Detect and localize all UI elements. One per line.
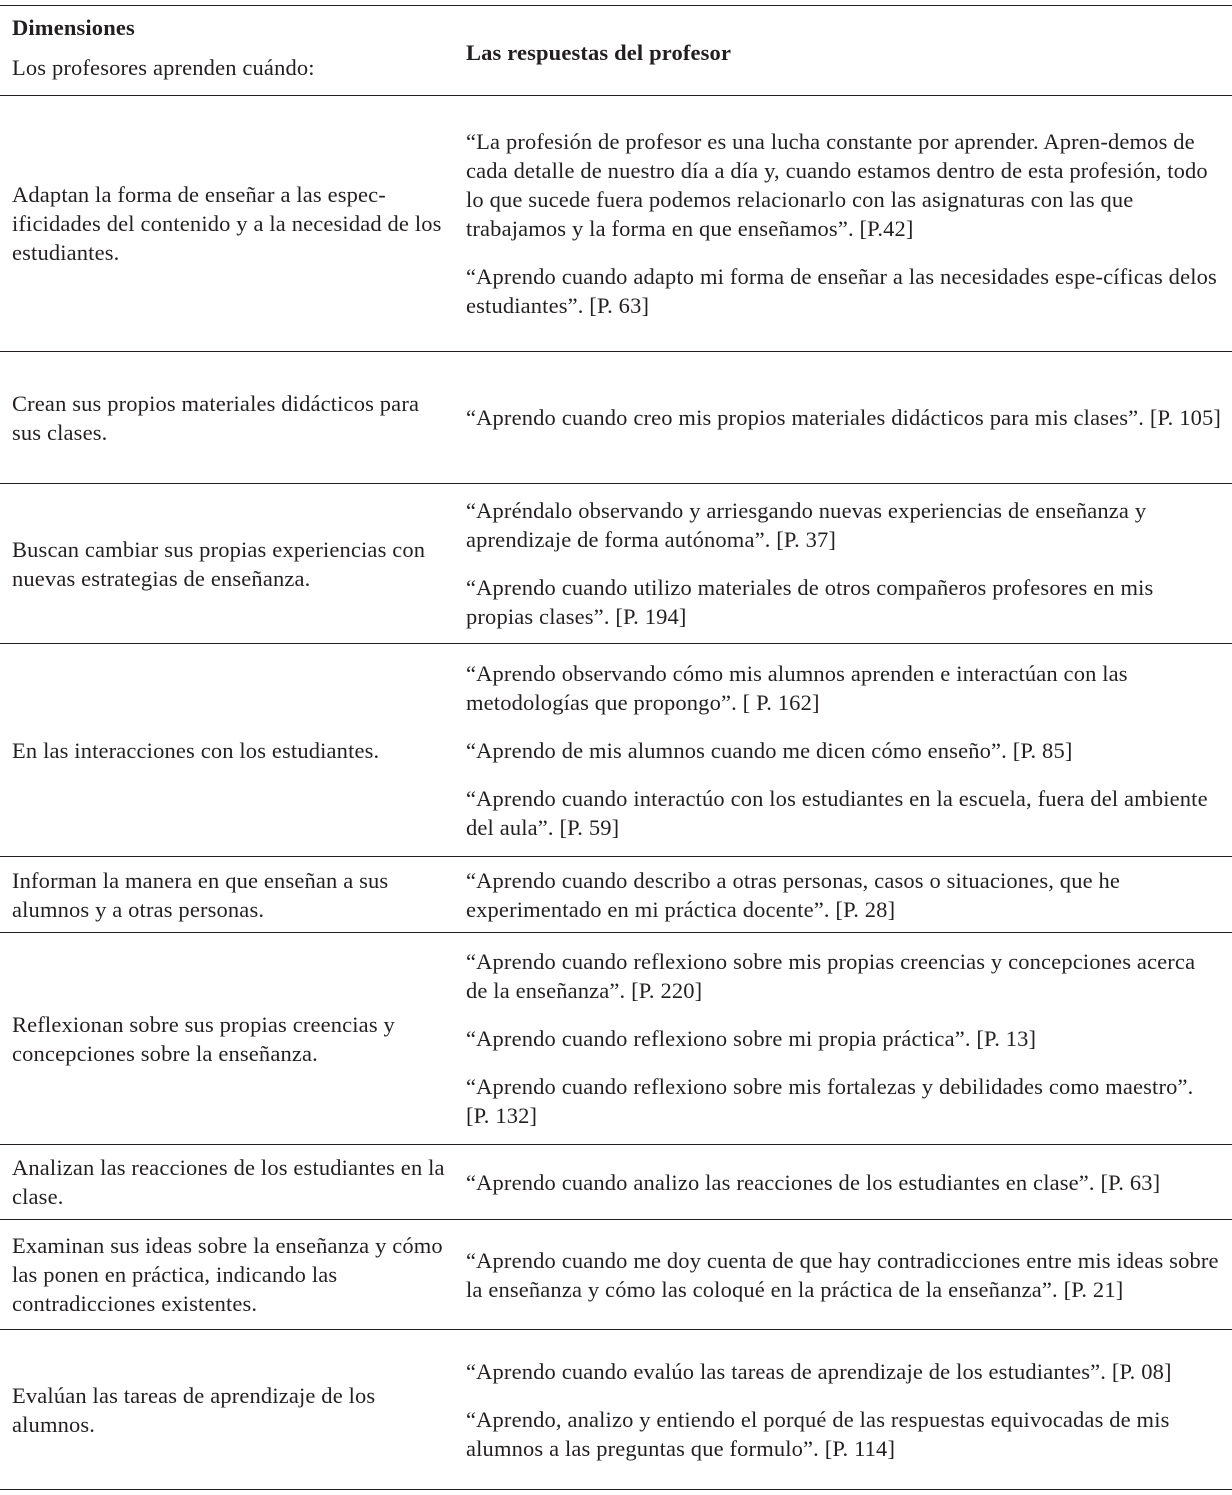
responses-cell xyxy=(455,1220,1232,1329)
dimension-cell xyxy=(0,352,455,483)
teacher-quote: “Aprendo, analizo y entiendo el porqué de las respuestas equivocadas de mis alumnos a las preguntas que formulo”. [P. 114] xyxy=(466,1406,1170,1461)
responses-cell xyxy=(455,644,1232,856)
table-row xyxy=(0,1145,1232,1220)
teacher-quote: “Aprendo cuando reflexiono sobre mi propia práctica”. [P. 13] xyxy=(466,1026,1037,1051)
teacher-quote: “Aprendo cuando analizo las reacciones de los estudiantes en clase”. [P. 63] xyxy=(466,1169,1161,1195)
dimension-text: Crean sus propios materiales didácticos para sus clases. xyxy=(12,390,420,445)
header-dimensions-title: Dimensiones xyxy=(12,15,135,40)
dimension-text: Evalúan las tareas de aprendizaje de los alumnos. xyxy=(12,1382,376,1437)
header-responses-title: Las respuestas del profesor xyxy=(466,40,732,65)
teacher-quote: “Aprendo cuando utilizo materiales de otros compañeros profesores en mis propias clases”. [P. 194] xyxy=(466,575,1154,629)
header-responses-cell xyxy=(455,6,1232,95)
dimension-text: Examinan sus ideas sobre la enseñanza y cómo las ponen en práctica, indicando las contradicciones existentes. xyxy=(12,1233,443,1316)
dimension-text: En las interacciones con los estudiantes. xyxy=(12,737,380,763)
table-row xyxy=(0,96,1232,352)
dimension-text: Informan la manera en que enseñan a sus alumnos y a otras personas. xyxy=(12,867,389,922)
teacher-quote: “Aprendo cuando reflexiono sobre mis propias creencias y concepciones acerca de la enseñanza”. [P. 220] xyxy=(466,949,1196,1003)
dimension-text: Reflexionan sobre sus propias creencias y concepciones sobre la enseñanza. xyxy=(12,1011,395,1066)
dimension-text: Analizan las reacciones de los estudiantes en la clase. xyxy=(12,1155,445,1209)
teacher-quote: “Aprendo observando cómo mis alumnos aprenden e interactúan con las metodologías que propongo”. [ P. 162] xyxy=(466,660,1128,715)
table-row xyxy=(0,1220,1232,1330)
dimension-text: Adaptan la forma de enseñar a las espec-ificidades del contenido y a la necesidad de los estudiantes. xyxy=(12,182,442,265)
responses-cell xyxy=(455,352,1232,483)
table-row xyxy=(0,933,1232,1145)
dimension-cell xyxy=(0,933,455,1144)
teacher-quote: “Aprendo cuando creo mis propios materiales didácticos para mis clases”. [P. 105] xyxy=(466,405,1222,430)
teacher-quote: “Aprendo cuando reflexiono sobre mis fortalezas y debilidades como maestro”. [P. 132] xyxy=(466,1074,1194,1128)
responses-cell xyxy=(455,1330,1232,1489)
table-row xyxy=(0,484,1232,644)
dimension-cell xyxy=(0,96,455,351)
teacher-quote: “Apréndalo observando y arriesgando nuevas experiencias de enseñanza y aprendizaje de forma autónoma”. [P. 37] xyxy=(466,498,1147,552)
dimension-cell xyxy=(0,1220,455,1329)
dimension-text: Buscan cambiar sus propias experiencias con nuevas estrategias de enseñanza. xyxy=(12,536,426,591)
responses-cell xyxy=(455,1145,1232,1219)
header-dimensions-subtitle: Los profesores aprenden cuándo: xyxy=(12,55,315,80)
teacher-quote: “Aprendo cuando interactúo con los estudiantes en la escuela, fuera del ambiente del aula”. [P. 59] xyxy=(466,785,1208,840)
header-dimensions-cell xyxy=(0,6,455,95)
responses-cell xyxy=(455,857,1232,932)
dimension-cell xyxy=(0,484,455,643)
teacher-quote: “Aprendo cuando evalúo las tareas de aprendizaje de los estudiantes”. [P. 08] xyxy=(466,1358,1172,1384)
teacher-quote: “Aprendo cuando describo a otras personas, casos o situaciones, que he experimentado en mi práctica docente”. [P. 28] xyxy=(466,867,1121,922)
responses-cell xyxy=(455,933,1232,1144)
table-header-row xyxy=(0,6,1232,96)
teacher-quote: “Aprendo cuando me doy cuenta de que hay contradicciones entre mis ideas sobre la enseñanza y cómo las coloqué en la práctica de la enseñanza”. [P. 21] xyxy=(466,1247,1219,1302)
dimension-cell xyxy=(0,1145,455,1219)
dimension-cell xyxy=(0,857,455,932)
teacher-quote: “Aprendo cuando adapto mi forma de enseñar a las necesidades espe-cíficas delos estudiantes”. [P. 63] xyxy=(466,264,1217,318)
responses-cell xyxy=(455,484,1232,643)
teacher-quote: “La profesión de profesor es una lucha constante por aprender. Apren-demos de cada detalle de nuestro día a día y, cuando estamos dentro de esta profesión, todo lo que sucede fuera podemos relacionarlo con las asignaturas con las que trabajamos y la forma en que enseñamos”. [P.42] xyxy=(466,129,1208,241)
dimensions-table xyxy=(0,5,1232,1490)
table-row xyxy=(0,644,1232,857)
dimension-cell xyxy=(0,644,455,856)
table-row xyxy=(0,1330,1232,1490)
teacher-quote: “Aprendo de mis alumnos cuando me dicen cómo enseño”. [P. 85] xyxy=(466,737,1073,763)
table-row xyxy=(0,857,1232,933)
table-row xyxy=(0,352,1232,484)
dimension-cell xyxy=(0,1330,455,1489)
responses-cell xyxy=(455,96,1232,351)
